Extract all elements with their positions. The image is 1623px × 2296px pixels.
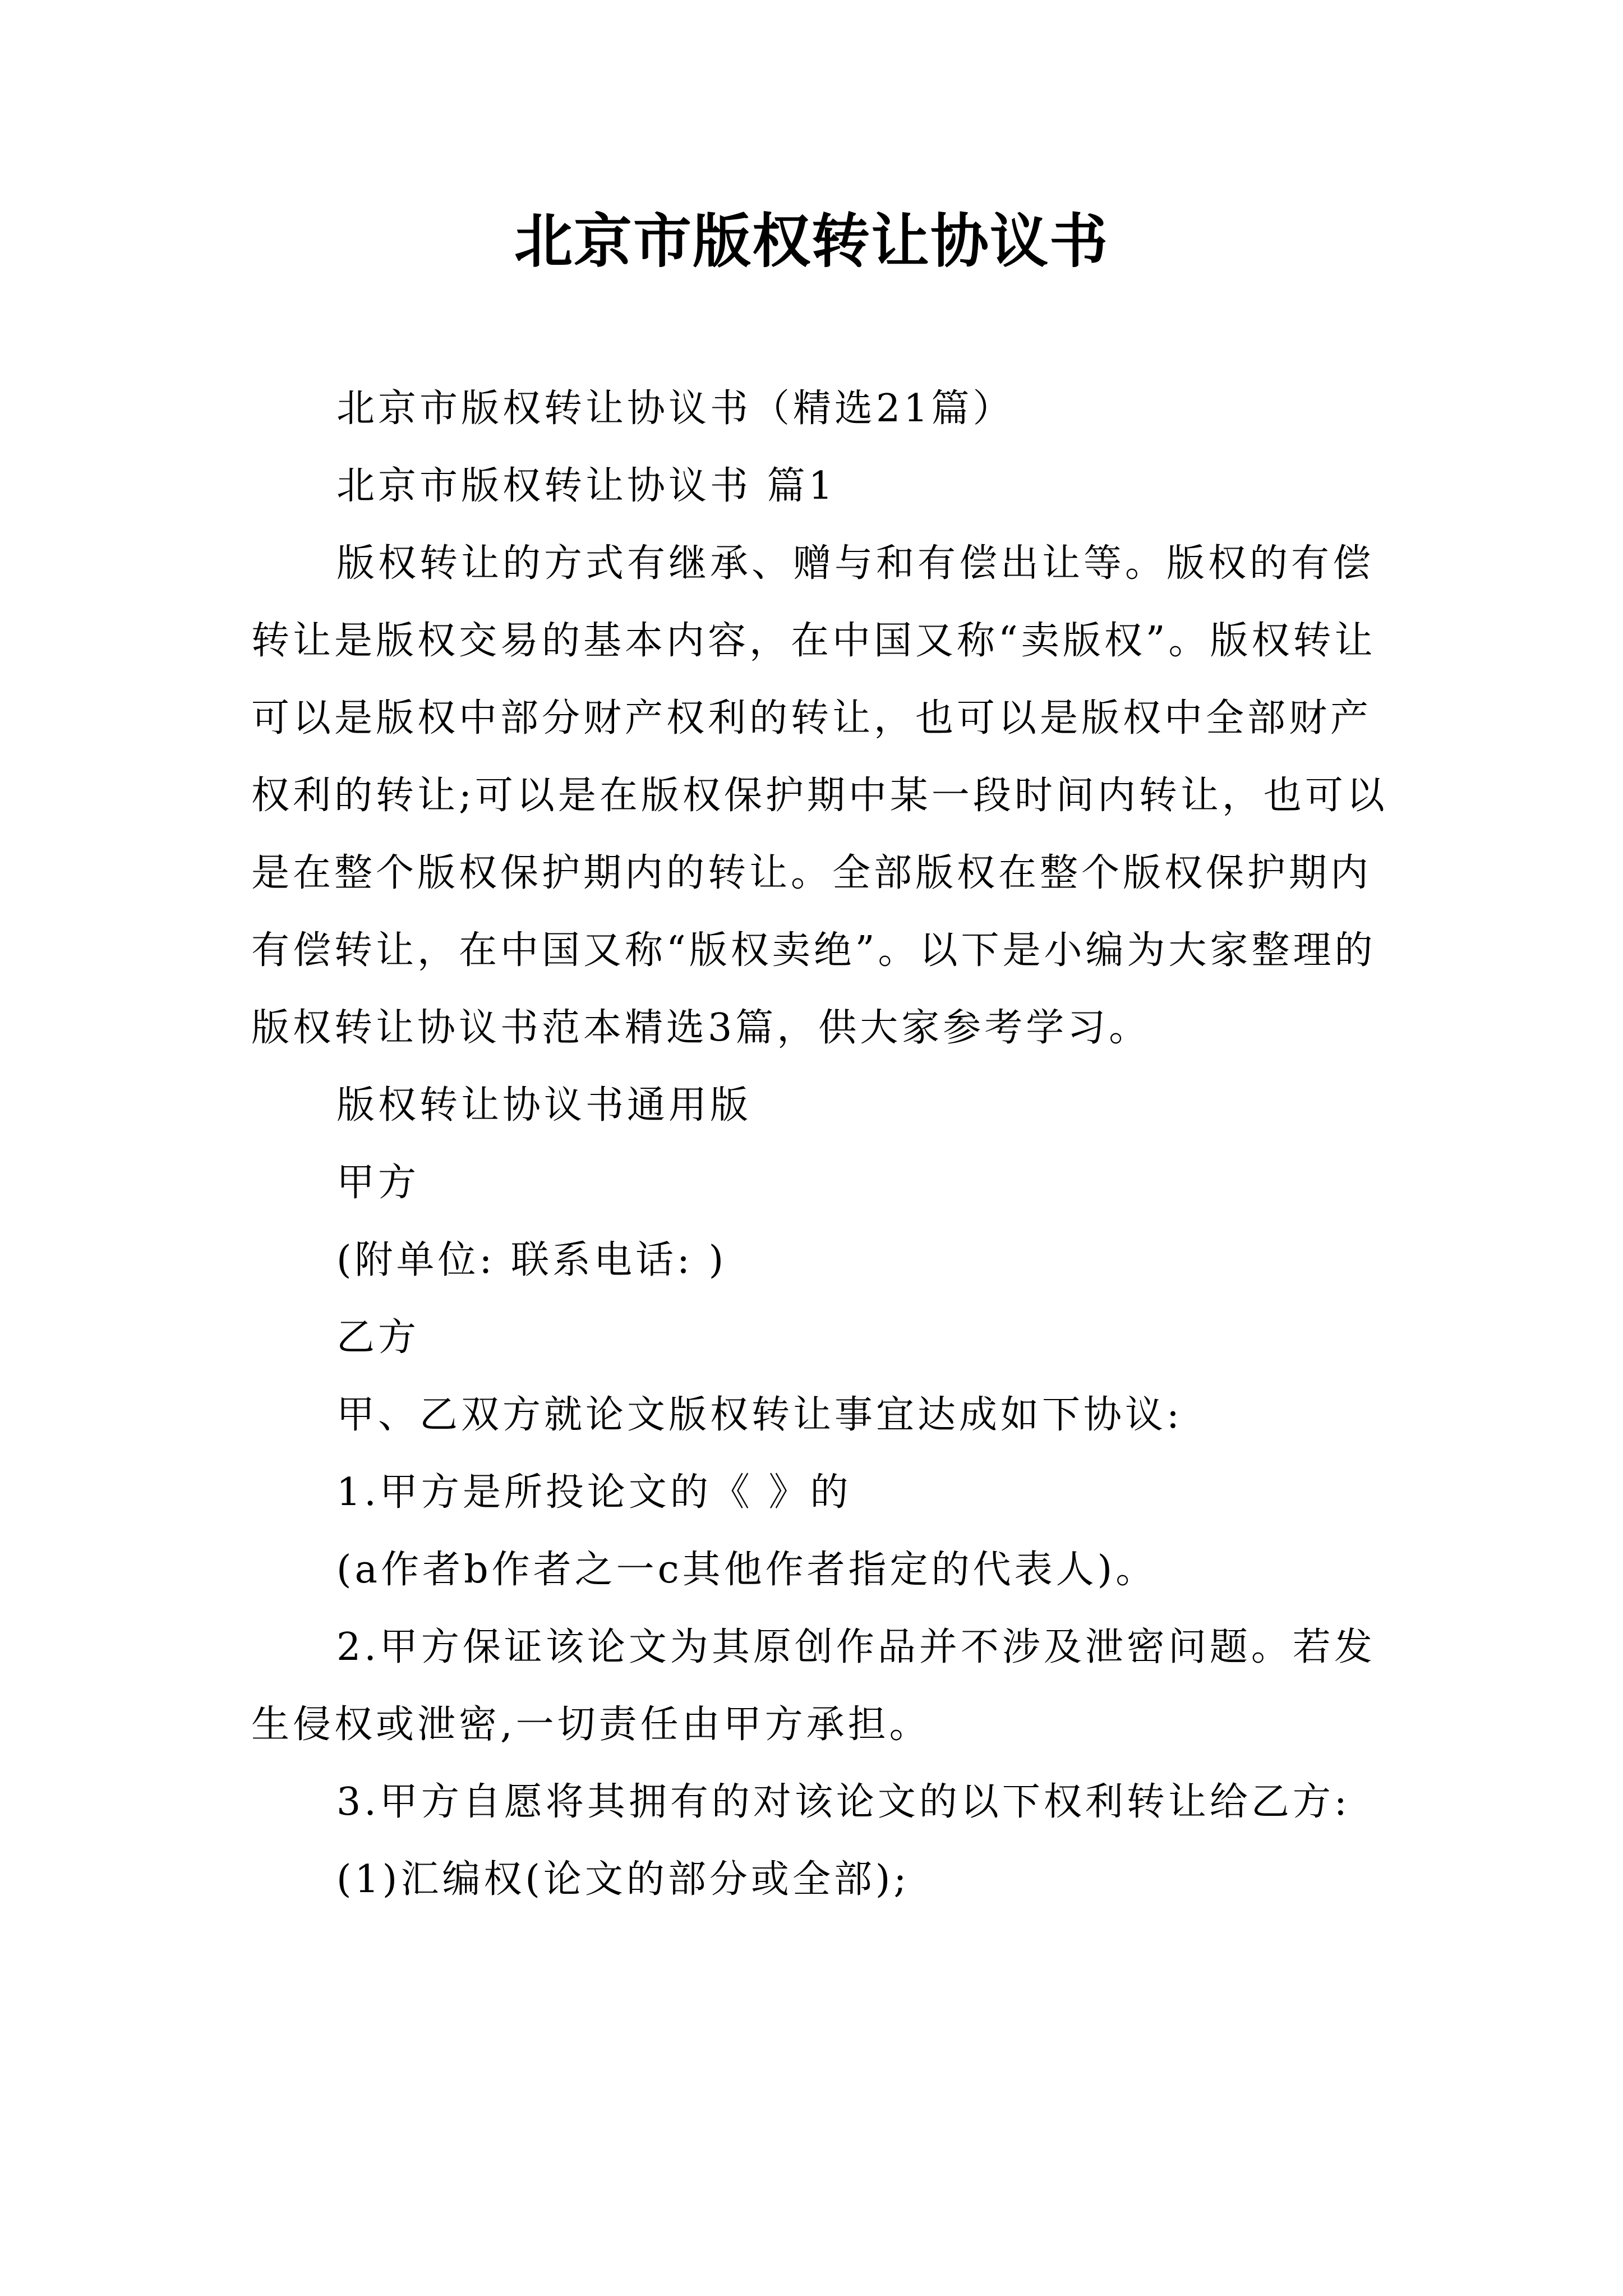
paragraph-party-a: 甲方: [336, 1161, 420, 1205]
paragraph-section-heading: 北京市版权转让协议书 篇1: [336, 464, 836, 508]
paragraph-party-b: 乙方: [336, 1315, 420, 1360]
paragraph-clause-2: 2.甲方保证该论文为其原创作品并不涉及泄密问题。若发生侵权或泄密,一切责任由甲方承担。: [251, 1625, 1376, 1747]
paragraph-subtitle: 北京市版权转让协议书（精选21篇）: [336, 386, 1015, 431]
paragraph-clause-3: 3.甲方自愿将其拥有的对该论文的以下权利转让给乙方:: [336, 1780, 1350, 1824]
paragraph-agreement-statement: 甲、乙双方就论文版权转让事宜达成如下协议:: [336, 1393, 1183, 1437]
paragraph-agreement-title: 版权转让协议书通用版: [336, 1083, 752, 1128]
paragraph-clause-3-item-1: (1)汇编权(论文的部分或全部);: [336, 1857, 910, 1902]
paragraph-intro: 版权转让的方式有继承、赠与和有偿出让等。版权的有偿转让是版权交易的基本内容，在中国又称“卖版权”。版权转让可以是版权中部分财产权利的转让，也可以是版权中全部财产权利的转让;可以是在版权保护期中某一段时间内转让，也可以是在整个版权保护期内的转让。全部版权在整个版权保护期内有偿转让，在中国又称“版权卖绝”。以下是小编为大家整理的版权转让协议书范本精选3篇，供大家参考学习。: [251, 541, 1388, 1050]
paragraph-contact-info: (附单位: 联系电话: ): [336, 1238, 727, 1282]
paragraph-clause-1-options: (a作者b作者之一c其他作者指定的代表人)。: [336, 1548, 1158, 1592]
paragraph-clause-1: 1.甲方是所投论文的《 》的: [336, 1470, 852, 1515]
document-title: 北京市版权转让协议书: [514, 207, 1109, 275]
document-body: [251, 370, 1392, 1918]
